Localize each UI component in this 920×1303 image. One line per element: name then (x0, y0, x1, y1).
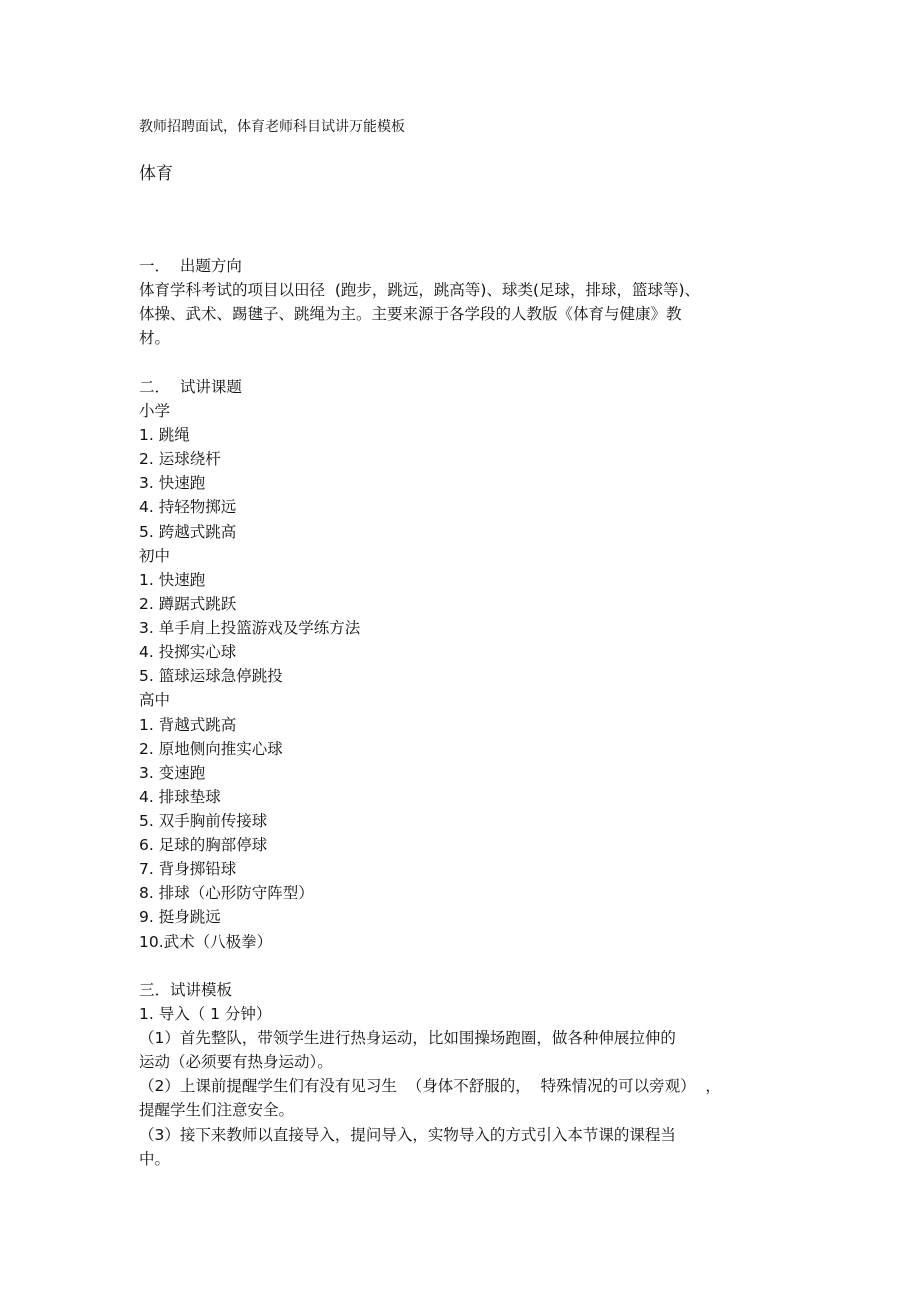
section-1-title: 一． 出题方向 (139, 257, 242, 275)
section-1-paragraph-line: 体操、武术、踢毽子、跳绳为主。主要来源于各学段的人教版《体育与健康》教 (139, 305, 682, 323)
list-item: 2. 运球绕杆 (139, 450, 221, 468)
section-1-paragraph-line: 材。 (139, 329, 171, 347)
list-item: 8. 排球（心形防守阵型） (139, 884, 314, 902)
list-item: 4. 持轻物掷远 (139, 498, 237, 516)
list-item: 10.武术（八极拳） (139, 933, 273, 951)
list-item: 6. 足球的胸部停球 (139, 836, 268, 854)
primary-school-label: 小学 (139, 402, 171, 420)
list-item: 1. 快速跑 (139, 571, 206, 589)
list-item: 5. 跨越式跳高 (139, 523, 237, 541)
section-3-paragraph-line: （1）首先整队，带领学生进行热身运动，比如围操场跑圈，做各种伸展拉伸的 (139, 1029, 676, 1047)
list-item: 1. 跳绳 (139, 426, 190, 444)
list-item: 7. 背身掷铅球 (139, 860, 237, 878)
list-item: 3. 变速跑 (139, 764, 206, 782)
list-item: 9. 挺身跳远 (139, 908, 221, 926)
list-item: 5. 双手胸前传接球 (139, 812, 268, 830)
section-3-item: 1. 导入（ 1 分钟） (139, 1005, 272, 1023)
list-item: 4. 排球垫球 (139, 788, 221, 806)
list-item: 5. 篮球运球急停跳投 (139, 667, 283, 685)
list-item: 1. 背越式跳高 (139, 716, 237, 734)
list-item: 2. 蹲踞式跳跃 (139, 595, 237, 613)
junior-school-label: 初中 (139, 547, 171, 565)
list-item: 4. 投掷实心球 (139, 643, 237, 661)
section-3-paragraph-line: 运动（必须要有热身运动）。 (139, 1053, 333, 1071)
section-3-paragraph-line: （3）接下来教师以直接导入，提问导入，实物导入的方式引入本节课的课程当 (139, 1126, 676, 1144)
section-2-title: 二． 试讲课题 (139, 378, 242, 396)
list-item: 3. 单手肩上投篮游戏及学练方法 (139, 619, 361, 637)
document-header: 教师招聘面试，体育老师科目试讲万能模板 (139, 119, 405, 135)
list-item: 2. 原地侧向推实心球 (139, 740, 283, 758)
list-item: 3. 快速跑 (139, 474, 206, 492)
section-3-paragraph-line: 提醒学生们注意安全。 (139, 1101, 295, 1119)
section-3-title: 三．试讲模板 (139, 981, 233, 999)
section-3-paragraph-line: （2）上课前提醒学生们有没有见习生 （身体不舒服的， 特殊情况的可以旁观） ， (139, 1077, 721, 1095)
senior-school-label: 高中 (139, 691, 171, 709)
section-3-paragraph-line: 中。 (139, 1150, 171, 1168)
subject-title: 体育 (139, 164, 173, 184)
section-1-paragraph-line: 体育学科考试的项目以田径 (跑步，跳远，跳高等)、球类(足球，排球，篮球等)、 (139, 281, 701, 299)
